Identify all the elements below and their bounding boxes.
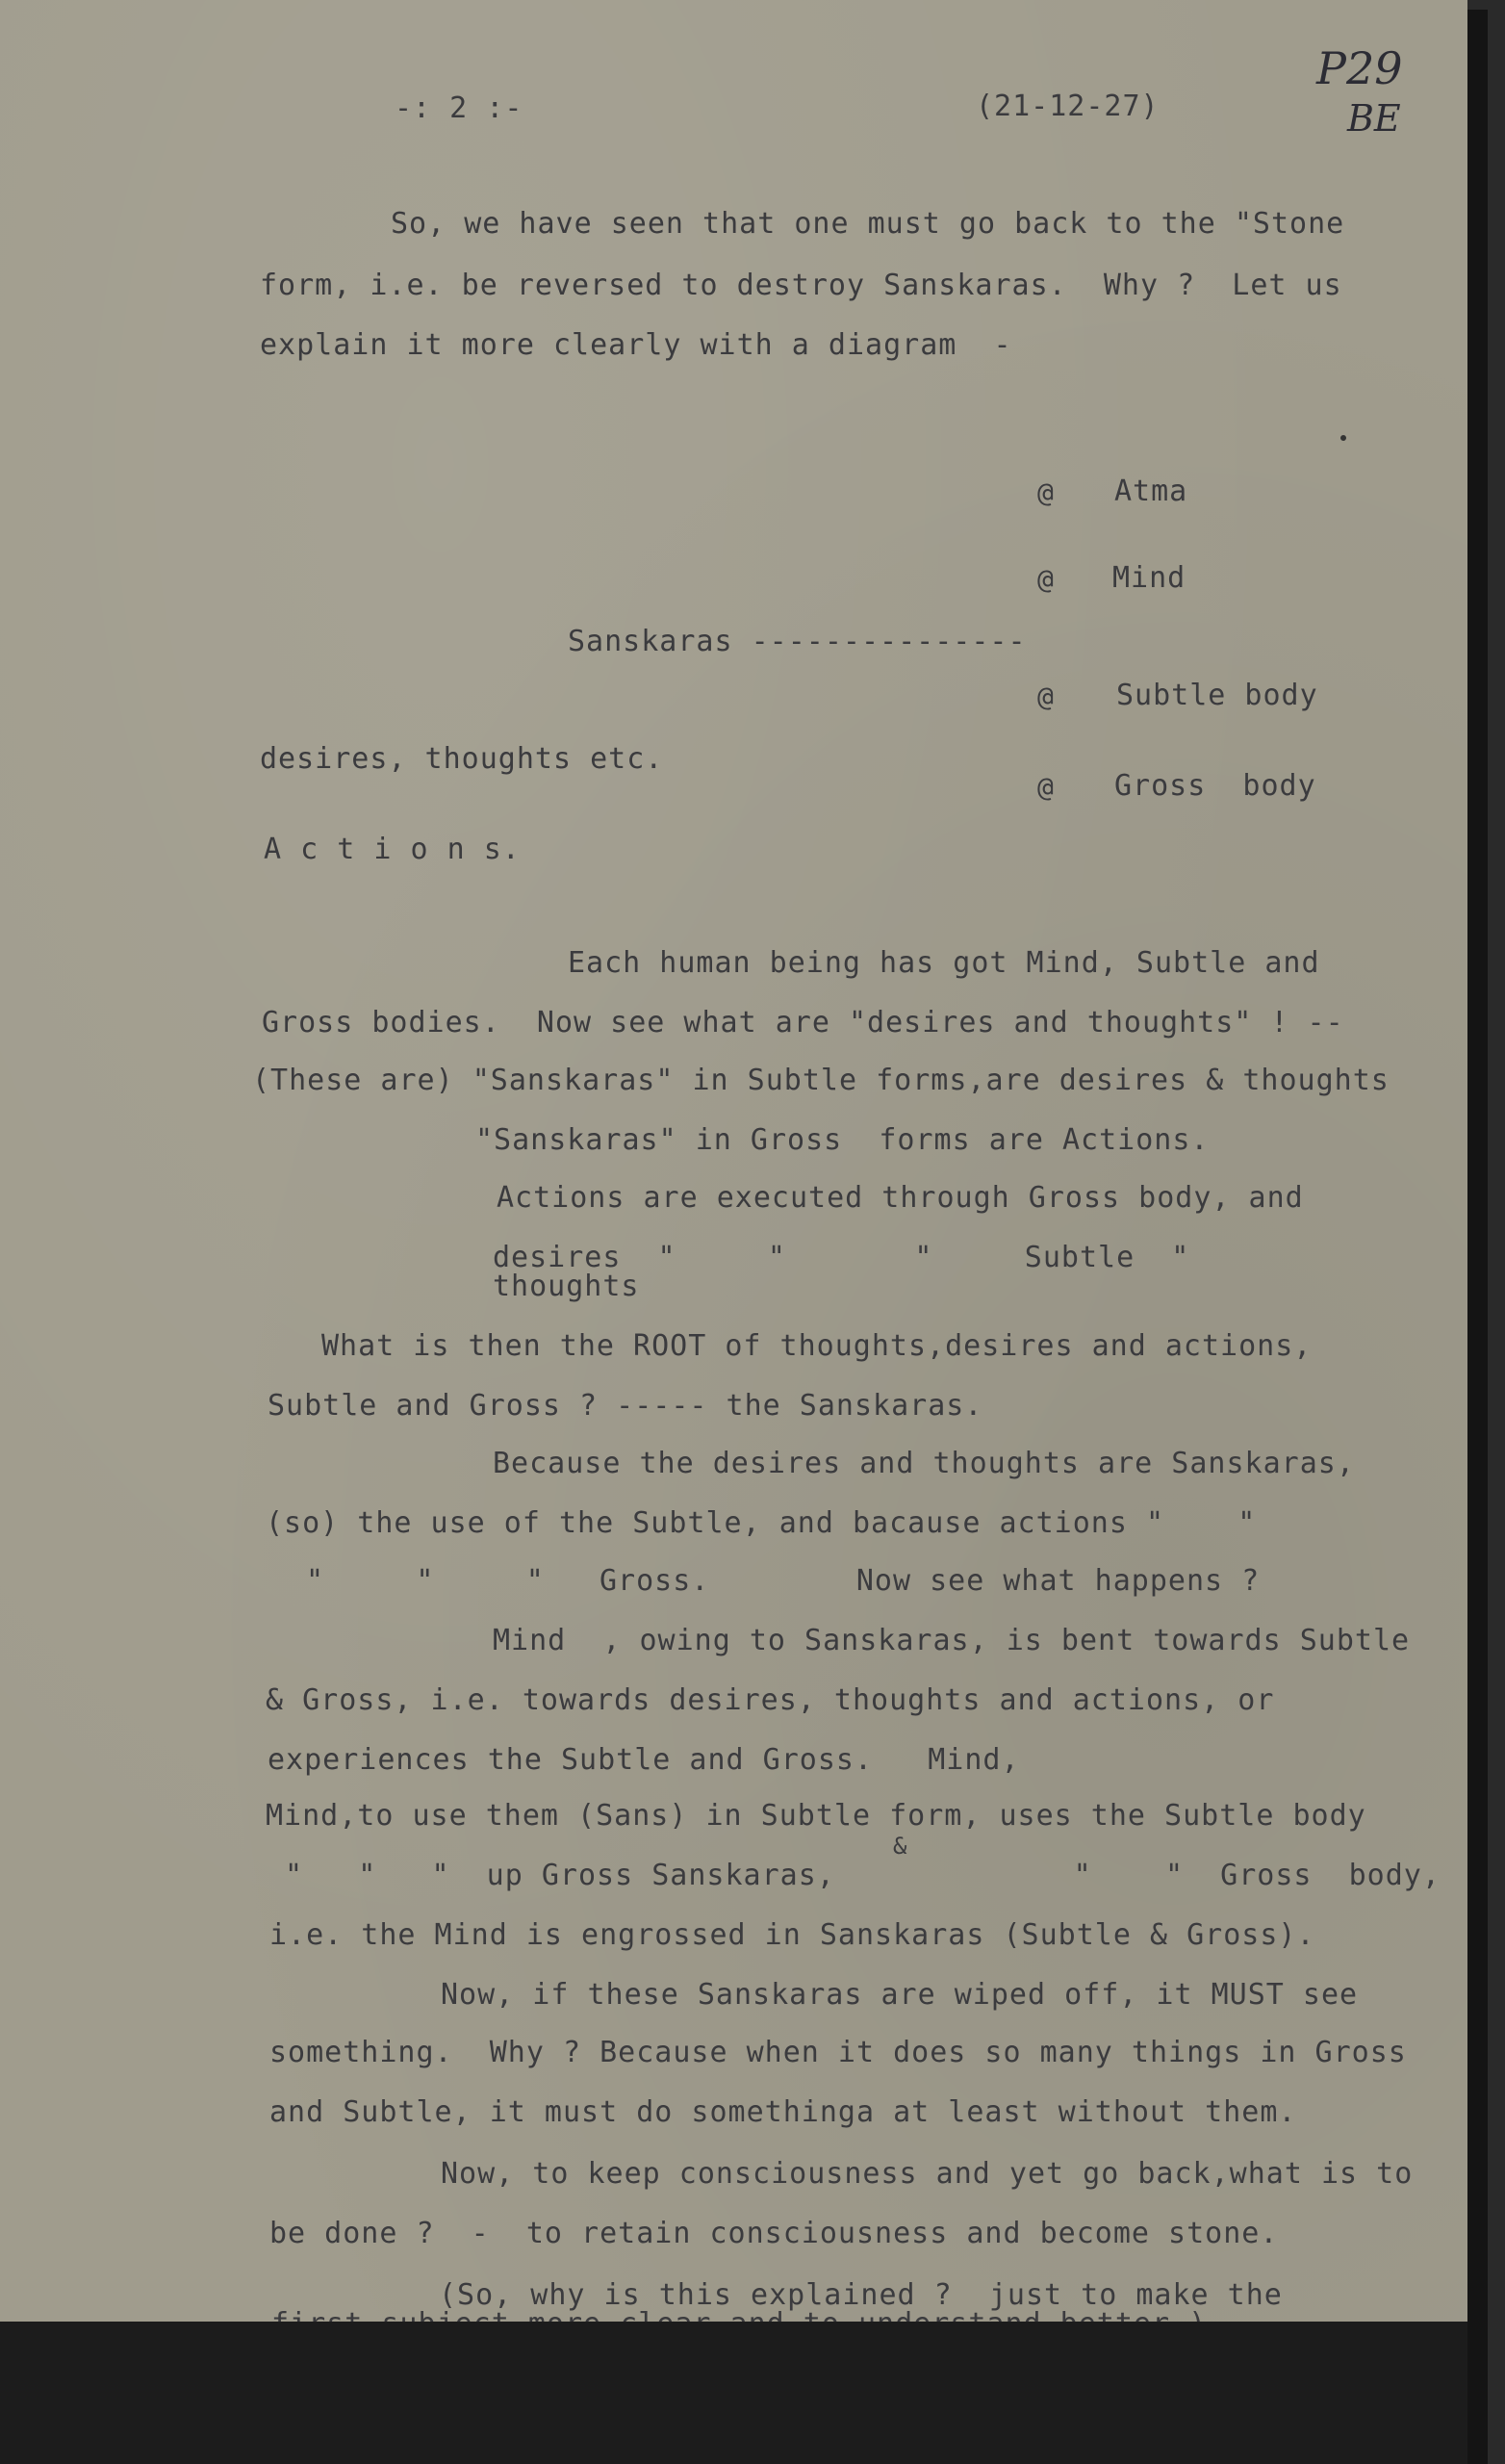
intro-line: explain it more clearly with a diagram - <box>260 328 1012 362</box>
body-line: be done ? - to retain consciousness and become stone. <box>269 2217 1279 2250</box>
diagram-bullet: @ <box>1037 680 1055 712</box>
intro-line: form, i.e. be reversed to destroy Sanskaras. Why ? Let us <box>260 269 1342 302</box>
intro-line: So, we have seen that one must go back to the "Stone <box>391 207 1345 241</box>
body-line: Subtle and Gross ? ----- the Sanskaras. <box>268 1389 983 1423</box>
body-line: Actions are executed through Gross body, and <box>497 1181 1304 1215</box>
diagram-bullet: @ <box>1037 563 1055 595</box>
body-line: What is then the ROOT of thoughts,desires and actions, <box>321 1329 1313 1363</box>
body-line: " " " up Gross Sanskaras, " " Gross body, <box>285 1859 1441 1892</box>
body-line: Each human being has got Mind, Subtle and <box>568 946 1320 980</box>
body-line: Mind,to use them (Sans) in Subtle form, uses the Subtle body <box>266 1799 1366 1833</box>
body-line: (So, why is this explained ? just to make the <box>439 2278 1283 2312</box>
diagram-label-gross-body: Gross body <box>1114 769 1316 803</box>
page-number: -: 2 :- <box>395 91 523 125</box>
body-line: Because the desires and thoughts are Sanskaras, <box>493 1447 1355 1480</box>
body-line: thoughts <box>493 1270 640 1303</box>
body-line: i.e. the Mind is engrossed in Sanskaras (Subtle & Gross). <box>269 1918 1315 1952</box>
body-line: "Sanskaras" in Gross forms are Actions. <box>475 1123 1210 1157</box>
diagram-label-desires: desires, thoughts etc. <box>260 742 664 776</box>
body-line: Now, if these Sanskaras are wiped off, it MUST see <box>441 1978 1359 2012</box>
body-line: Now, to keep consciousness and yet go back,what is to <box>441 2157 1414 2191</box>
body-line-ampersand: & <box>893 1833 908 1860</box>
body-line: & Gross, i.e. towards desires, thoughts and actions, or <box>266 1683 1275 1717</box>
body-line: Gross bodies. Now see what are "desires and thoughts" ! -- <box>262 1006 1344 1040</box>
body-line: experiences the Subtle and Gross. Mind, <box>268 1743 1020 1777</box>
body-line: and Subtle, it must do somethinga at least without them. <box>269 2095 1297 2129</box>
body-line: Mind , owing to Sanskaras, is bent towards Subtle <box>493 1624 1411 1657</box>
diagram-label-actions: A c t i o n s. <box>264 833 521 866</box>
body-line: something. Why ? Because when it does so many things in Gross <box>269 2036 1407 2069</box>
body-line: (These are) "Sanskaras" in Subtle forms,are desires & thoughts <box>252 1064 1390 1097</box>
diagram-label-mind: Mind <box>1112 561 1186 595</box>
body-line: " " " Gross. Now see what happens ? <box>306 1564 1261 1598</box>
stray-dot <box>1340 435 1346 441</box>
diagram-bullet: @ <box>1037 476 1055 508</box>
body-line: desires " " " Subtle " <box>493 1241 1190 1274</box>
body-line: (so) the use of the Subtle, and bacause actions " " <box>266 1506 1257 1540</box>
scan-edge <box>1467 10 1488 2464</box>
handwritten-reference-2: BE <box>1347 97 1401 140</box>
diagram-label-atma: Atma <box>1114 475 1188 508</box>
diagram-bullet: @ <box>1037 771 1055 803</box>
handwritten-reference: P29 <box>1316 42 1403 94</box>
diagram-label-sanskaras: Sanskaras --------------- <box>568 625 1027 658</box>
diagram-label-subtle-body: Subtle body <box>1116 679 1318 712</box>
document-date: (21-12-27) <box>976 90 1160 123</box>
scan-bottom-border <box>0 2322 1467 2464</box>
